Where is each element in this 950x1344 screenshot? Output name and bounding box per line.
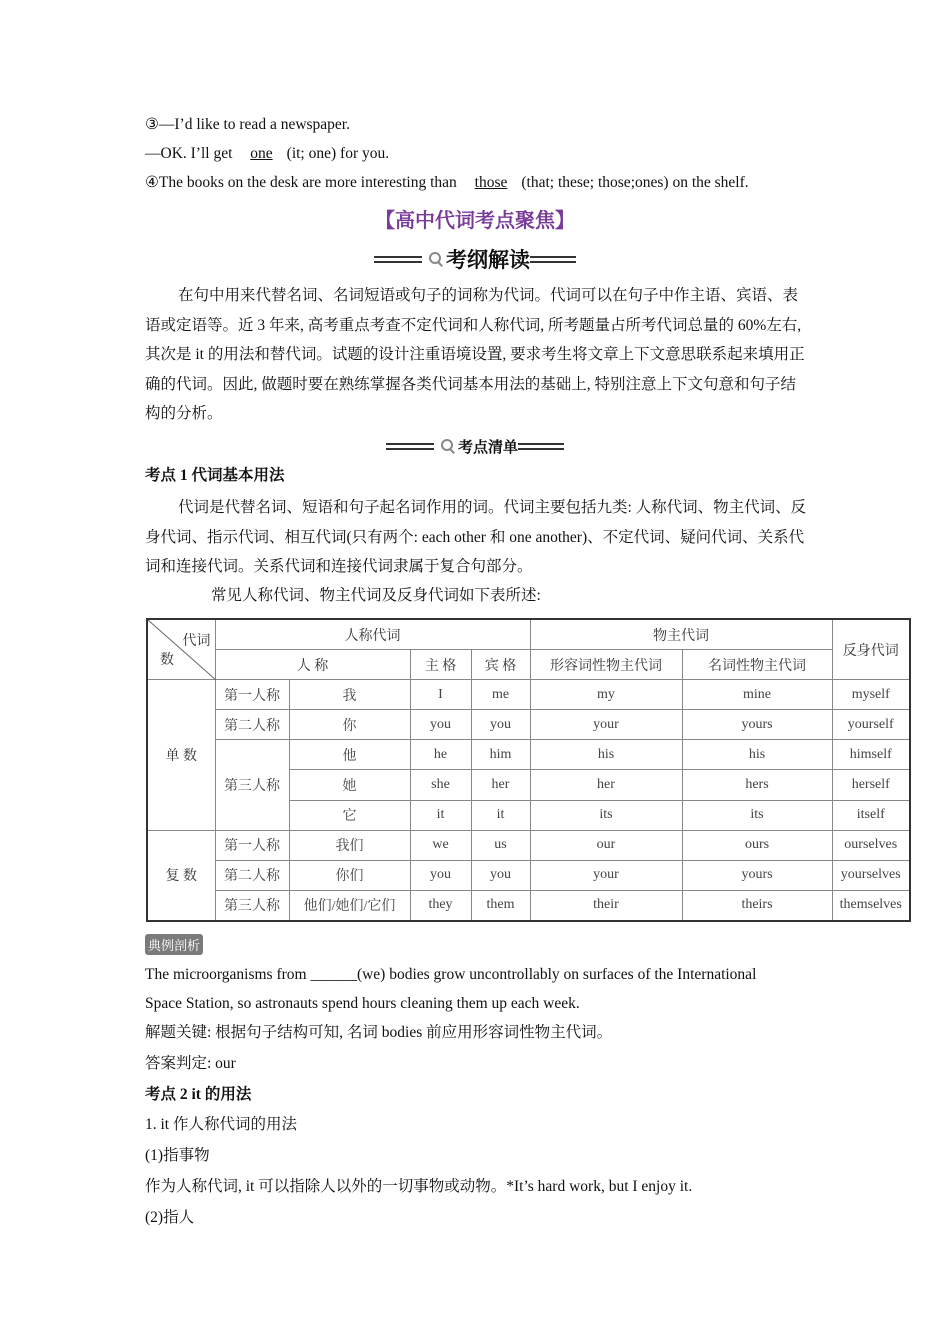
person-label: 第三人称: [215, 740, 289, 830]
header-subject: 主 格: [410, 650, 471, 680]
point1-paragraph: 代词是代替名词、短语和句子起名词作用的词。代词主要包括九类: 人称代词、物主代词、反身代词、指示代词、相互代词(只有两个: each other 和 one another)、不定代词、疑问代词、关系代词和连接代词。关系代词和连接代词隶属于复合句部分。: [145, 499, 807, 576]
magnifier-icon: [440, 438, 456, 454]
point2-sub1b: (2)指人: [145, 1209, 195, 1226]
example-question-line2: Space Station, so astronauts spend hours cleaning them up each week.: [145, 995, 580, 1012]
table-row: [147, 680, 910, 710]
table-row: [147, 740, 910, 770]
answer-blank: one: [250, 145, 273, 162]
point2-heading: 考点 2 it 的用法: [145, 1086, 252, 1103]
cell-object: her: [471, 770, 530, 800]
cell-adj: our: [530, 830, 682, 860]
header-noun-possessive: 名词性物主代词: [682, 650, 832, 680]
person-label: 第一人称: [215, 680, 289, 710]
banner-rule-right: [518, 443, 564, 450]
cell-reflexive: himself: [832, 740, 910, 770]
cell-reflexive: myself: [832, 680, 910, 710]
cell-object: him: [471, 740, 530, 770]
cell-zh: 你们: [289, 860, 410, 890]
cell-object: you: [471, 860, 530, 890]
cell-adj: her: [530, 770, 682, 800]
banner-title: 考纲解读: [446, 248, 530, 272]
cell-zh: 你: [289, 710, 410, 740]
cell-noun: hers: [682, 770, 832, 800]
cell-object: them: [471, 890, 530, 921]
point1-heading: 考点 1 代词基本用法: [145, 467, 285, 484]
example-tag: 典例剖析: [145, 934, 203, 955]
cell-subject: she: [410, 770, 471, 800]
table-row: [147, 710, 910, 740]
point2-sub1a: (1)指事物: [145, 1147, 210, 1164]
cell-noun: yours: [682, 710, 832, 740]
cell-subject: you: [410, 860, 471, 890]
section-title: 【高中代词考点聚焦】: [375, 208, 575, 232]
exercise-line-3-question: ③—I’d like to read a newspaper.: [145, 116, 350, 133]
cell-zh: 它: [289, 800, 410, 830]
cell-reflexive: itself: [832, 800, 910, 830]
exercise-line-3-answer: [145, 144, 389, 164]
intro-paragraph: 在句中用来代替名词、名词短语或句子的词称为代词。代词可以在句子中作主语、宾语、表语或定语等。近 3 年来, 高考重点考查不定代词和人称代词, 所考题量占所考代词总量的 60%左右, 其次是 it 的用法和替代词。试题的设计注重语境设置, 要求考生将文章上下文意思联系起来填用正确的代词。因此, 做题时要在熟练掌握各类代词基本用法的基础上, 特别注意上下文句意和句子结构的分析。: [145, 287, 805, 423]
cell-object: you: [471, 710, 530, 740]
table-intro: 常见人称代词、物主代词及反身代词如下表所述:: [211, 587, 541, 604]
header-possessive: 物主代词: [530, 619, 832, 650]
header-reflexive: 反身代词: [832, 619, 910, 680]
cell-noun: its: [682, 800, 832, 830]
magnifier-icon: [428, 251, 444, 267]
point2-sub1: 1. it 作人称代词的用法: [145, 1116, 297, 1133]
cell-noun: mine: [682, 680, 832, 710]
cell-reflexive: yourself: [832, 710, 910, 740]
person-label: 第二人称: [215, 710, 289, 740]
exercise-line-4: [145, 173, 749, 193]
header-adj-possessive: 形容词性物主代词: [530, 650, 682, 680]
cell-subject: he: [410, 740, 471, 770]
header-personal: 人称代词: [215, 619, 530, 650]
cell-zh: 他们/她们/它们: [289, 890, 410, 921]
header-object: 宾 格: [471, 650, 530, 680]
point2-sub1a-text: 作为人称代词, it 可以指除人以外的一切事物或动物。*It’s hard work, but I enjoy it.: [145, 1178, 693, 1195]
line4-prefix: ④The books on the desk are more interesting than: [145, 174, 461, 191]
banner-title: 考点清单: [457, 437, 518, 456]
pronoun-table: [146, 618, 911, 922]
answer-prefix: —OK. I’ll get: [145, 145, 237, 162]
corner-bottom-label: 数: [160, 653, 174, 669]
person-label: 第三人称: [215, 890, 289, 921]
cell-reflexive: herself: [832, 770, 910, 800]
cell-zh: 他: [289, 740, 410, 770]
cell-object: it: [471, 800, 530, 830]
cell-noun: ours: [682, 830, 832, 860]
cell-adj: my: [530, 680, 682, 710]
diagonal-line: [148, 620, 216, 680]
plural-label: 复 数: [147, 830, 215, 921]
cell-subject: it: [410, 800, 471, 830]
cell-noun: yours: [682, 860, 832, 890]
cell-adj: its: [530, 800, 682, 830]
answer-suffix: (it; one) for you.: [286, 145, 390, 162]
cell-reflexive: yourselves: [832, 860, 910, 890]
table-row: [147, 830, 910, 860]
example-answer: 答案判定: our: [145, 1055, 236, 1072]
header-person: 人 称: [215, 650, 410, 680]
cell-zh: 我们: [289, 830, 410, 860]
banner-syllabus: [0, 244, 950, 274]
table-corner-cell: [147, 619, 215, 680]
banner-rule-left: [374, 256, 422, 263]
cell-reflexive: ourselves: [832, 830, 910, 860]
banner-rule-left: [386, 443, 434, 450]
cell-object: me: [471, 680, 530, 710]
cell-zh: 她: [289, 770, 410, 800]
banner-rule-right: [530, 256, 576, 263]
cell-adj: your: [530, 860, 682, 890]
line4-blank: those: [474, 174, 508, 191]
example-key: 解题关键: 根据句子结构可知, 名词 bodies 前应用形容词性物主代词。: [145, 1024, 613, 1041]
cell-reflexive: themselves: [832, 890, 910, 921]
cell-noun: theirs: [682, 890, 832, 921]
table-row: [147, 890, 910, 921]
person-label: 第一人称: [215, 830, 289, 860]
cell-adj: your: [530, 710, 682, 740]
table-row: [147, 860, 910, 890]
cell-subject: I: [410, 680, 471, 710]
cell-subject: you: [410, 710, 471, 740]
person-label: 第二人称: [215, 860, 289, 890]
banner-checklist: [0, 434, 950, 458]
cell-object: us: [471, 830, 530, 860]
singular-label: 单 数: [147, 680, 215, 830]
cell-noun: his: [682, 740, 832, 770]
cell-zh: 我: [289, 680, 410, 710]
line4-suffix: (that; these; those;ones) on the shelf.: [521, 174, 749, 191]
cell-adj: his: [530, 740, 682, 770]
cell-adj: their: [530, 890, 682, 921]
example-question-line1: The microorganisms from ______(we) bodies grow uncontrollably on surfaces of the International: [145, 966, 757, 983]
corner-top-label: 代词: [182, 634, 211, 649]
cell-subject: they: [410, 890, 471, 921]
cell-subject: we: [410, 830, 471, 860]
